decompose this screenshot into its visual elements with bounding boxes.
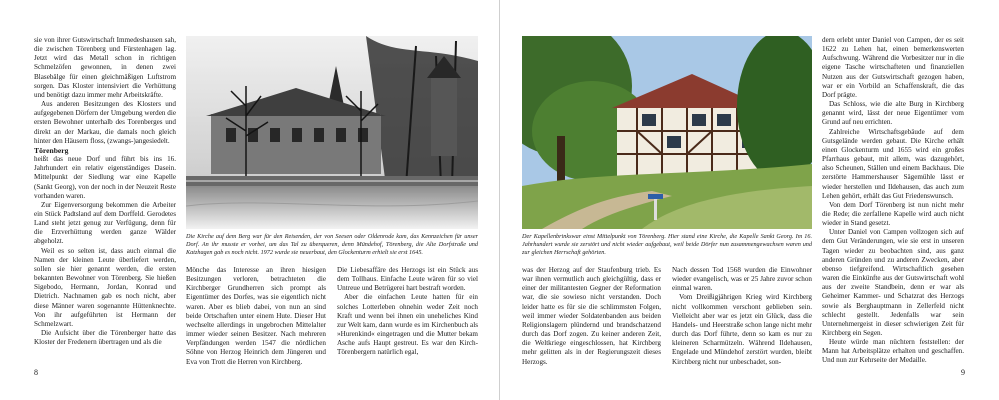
paragraph: dern erlebt unter Daniel von Campen, der es seit 1622 zu Lehen hat, einen bemerkenswerten Aufschwung. Während die Vorbesitzer nur in die eigene Tasche wirtschafteten und finanziellen Nutzen aus der Gutswirtschaft gezogen haben, war er ein Vorbild an Schaffenskraft, die das Dorf prägte. [822,36,964,99]
paragraph: Vom Dreißigjährigen Krieg wird Kirchberg nicht vollkommen verschont geblieben sein. Vielleicht aber war es jetzt ein Glück, dass die Handels- und Heerstraße schon lange nicht mehr durch das Dorf führte, denn so kam es nur zu kleineren Scharmützeln. Während Ildehausen, Engelade und Mündehof zerstört wurden, bleibt Kirchberg nicht nur unbeschadet, son- [672,293,812,366]
church-photo-caption [186,233,478,257]
paragraph: Von dem Dorf Törenberg ist nun nicht mehr die Rede; die zerfallene Kapelle wird auch nicht wieder in Stand gesetzt. [822,200,964,228]
paragraph: Die Liebesaffäre des Herzogs ist ein Stück aus dem Tollhaus. Einfache Leute wären für so viel Untreue und Betrügerei hart bestraft worden. [337,266,478,293]
church-photo-illustration [186,36,478,229]
left-column-3 [337,266,478,384]
caption-text: Die Kirche auf dem Berg war für den Reisenden, der von Seesen oder Oldenrode kam, das Kennzeichen für unser Dorf. An ihr musste er vorbei, um das Tal zu überqueren, denn Mündehof, Törenberg, die Alte Dorfstraße und Katzhagen gab es noch nicht. 1972 wurde sie neuerbaut, den Glockenturm erhielt sie erst 1645. [186,233,478,256]
chapel-square-illustration [522,36,812,229]
paragraph: Zur Eigenversorgung bekommen die Arbeiter ein Stück Padtsland auf dem Dorffeld. Gerodetes Land steht jetzt genug zur Verfügung, denn für die Erzverhüttung werden ganze Wälder abgeholzt. [34,200,176,246]
right-column-3 [822,36,964,381]
page-number-left: 8 [34,368,38,377]
page-number-right: 9 [961,368,965,377]
chapel-square-caption [522,233,812,257]
paragraph: Mönche das Interesse an ihren hiesigen Besitzungen verloren, betrachteten die Kirchberger Grundherren sich prompt als Eigentümer des Dorfes, was sie eigentlich nicht waren. Aber es blieb dabei, von nun an sind beide Ortschaften unter einem Hute. Dieser Hut wechselte allerdings in ungebrochen Mittelalter immer wieder seinen Besitzer. Nach mehreren Verpfändungen werden 1547 die nördlichen Söhne von Herzog Heinrich dem Jüngeren und Eva von Trott die Herren von Kirchberg. [186,266,326,366]
paragraph: Zahlreiche Wirtschaftsgebäude auf dem Gutsgelände werden gebaut. Die Kirche erhält einen Glockenturm und 1655 wird ein großes Pfarrhaus gebaut, mit allem, was dazugehört, also Scheunen, Ställen und einem Backhaus. Die zerstörte Hammershauser Sägemühle lässt er wieder herstellen und Ildehausen, das auch zum Lehen gehört, erhält das Gut Friedenswunsch. [822,127,964,200]
right-page [500,0,999,400]
chapel-square-photo [522,36,812,229]
paragraph: Nach dessen Tod 1568 wurden die Einwohner wieder evangelisch, was er 25 Jahre zuvor schon einmal waren. [672,266,812,293]
paragraph: heißt das neue Dorf und führt bis ins 16. Jahrhundert ein relativ eigenständiges Dasein. Mittelpunkt der Siedlung war eine Kapelle (Sankt Georg), von der noch in der Neuzeit Reste vorhanden waren. [34,155,176,200]
left-column-2 [186,266,326,384]
paragraph: Heute würde man nüchtern feststellen: der Mann hat Arbeitsplätze erhalten und geschaffen. Und nun zur Kehrseite der Medaille. [822,338,964,365]
paragraph: sie von ihrer Gutswirtschaft Immedeshausen sah, die zwischen Törenberg und Fürstenhagen lag. Jetzt wird das Metall schon in richtigen Schmelzöfen gewonnen, in denen zwei Blasebälge für einen gleichmäßigen Luftstrom sorgen. Das Kloster intensiviert die Verhüttung und benötigt dazu immer mehr Arbeitskräfte. [34,36,176,99]
paragraph: Die Aufsicht über die Törenberger hatte das Kloster der Fredenern übertragen und als die [34,329,176,347]
paragraph: Weil es so selten ist, dass auch einmal die Namen der kleinen Leute überliefert werden, sollen sie hier genannt werden, die ersten bekannten Bewohner von Törenberg. Sie hießen Sigebodo, Hermann, Jordan, Konrad und Dietrich. Nachnamen gab es noch nicht, aber diese Männer waren sogenannte Hüttenknechte. Von ihr aufgeführten ist Hermann der Schmelzwart. [34,246,176,328]
right-column-1 [522,266,661,384]
paragraph: Unter Daniel von Campen vollzogen sich auf dem Gut Veränderungen, wie sie erst in unseren Tagen wieder zu beobachten sind, aus ganz anderen Gründen und zu anderen Zwecken, aber ebenso tiefgreifend. Wirtschaftlich gesehen waren die Einkünfte aus der Gutswirtschaft wohl aus der zweite Standbein, denn er war als Geheimer Kammer- und Schatzrat des Herzogs sowie als Berghauptmann in Zellerfeld nicht schlecht gestellt. Jedenfalls war sein Unternehmergeist in dieser schwierigen Zeit für Kirchberg ein Segen. [822,228,964,337]
left-column-1 [34,36,176,381]
paragraph: Aus anderen Besitzungen des Klosters und aufgegebenen Dörfern der Umgebung werden die ersten Bewohner unterhalb des Torenberges und direkt an der Markau, die damals noch gleich hinter den Häusern floss, (zwangs-)angesiedelt. [34,100,176,145]
left-page [0,0,499,400]
church-photo [186,36,478,229]
right-column-2 [672,266,812,384]
paragraph: Das Schloss, wie die alte Burg in Kirchberg genannt wird, lässt der neue Eigentümer vom Grund auf neu errichten. [822,100,964,127]
paragraph: Aber die einfachen Leute hatten für ein solches Lotterleben ohnehin weder Zeit noch Kraft und wenn bei ihnen ein uneheliches Kind zur Welt kam, dann wurde es im Kirchenbuch als »Hurenkind« eingetragen und die Mutter bekam Asche aufs Haupt gestreut. Es war den Kirch-Törenbergern natürlich egal, [337,293,478,357]
paragraph: was der Herzog auf der Staufenburg trieb. Es war ihnen vermutlich auch gleichgültig, dass er einer der militantesten Gegner der Reformation war, die sie sowieso nicht verstanden. Doch leider hatte es für sie die schlimmsten Folgen, weil immer wieder Soldatenbanden aus beiden Religionslagern plündernd und brandschatzend durch das Dorf zogen. Zu keiner anderen Zeit, die Weltkriege eingeschlossen, hat Kirchberg mehr gelitten als in der Regierungszeit dieses Herzogs. [522,266,661,366]
caption-text: Der Kapellenbrinkswar einst Mittelpunkt von Törenberg. Hier stand eine Kirche, die Kapelle Sankt Georg. Im 16. Jahrhundert wurde sie zerstört und nicht wieder aufgebaut, weil beide Dörfer nun zusammengewachsen waren und zur gleichen Herrschaft gehörten. [522,233,812,256]
section-heading: Törenberg [34,145,69,155]
